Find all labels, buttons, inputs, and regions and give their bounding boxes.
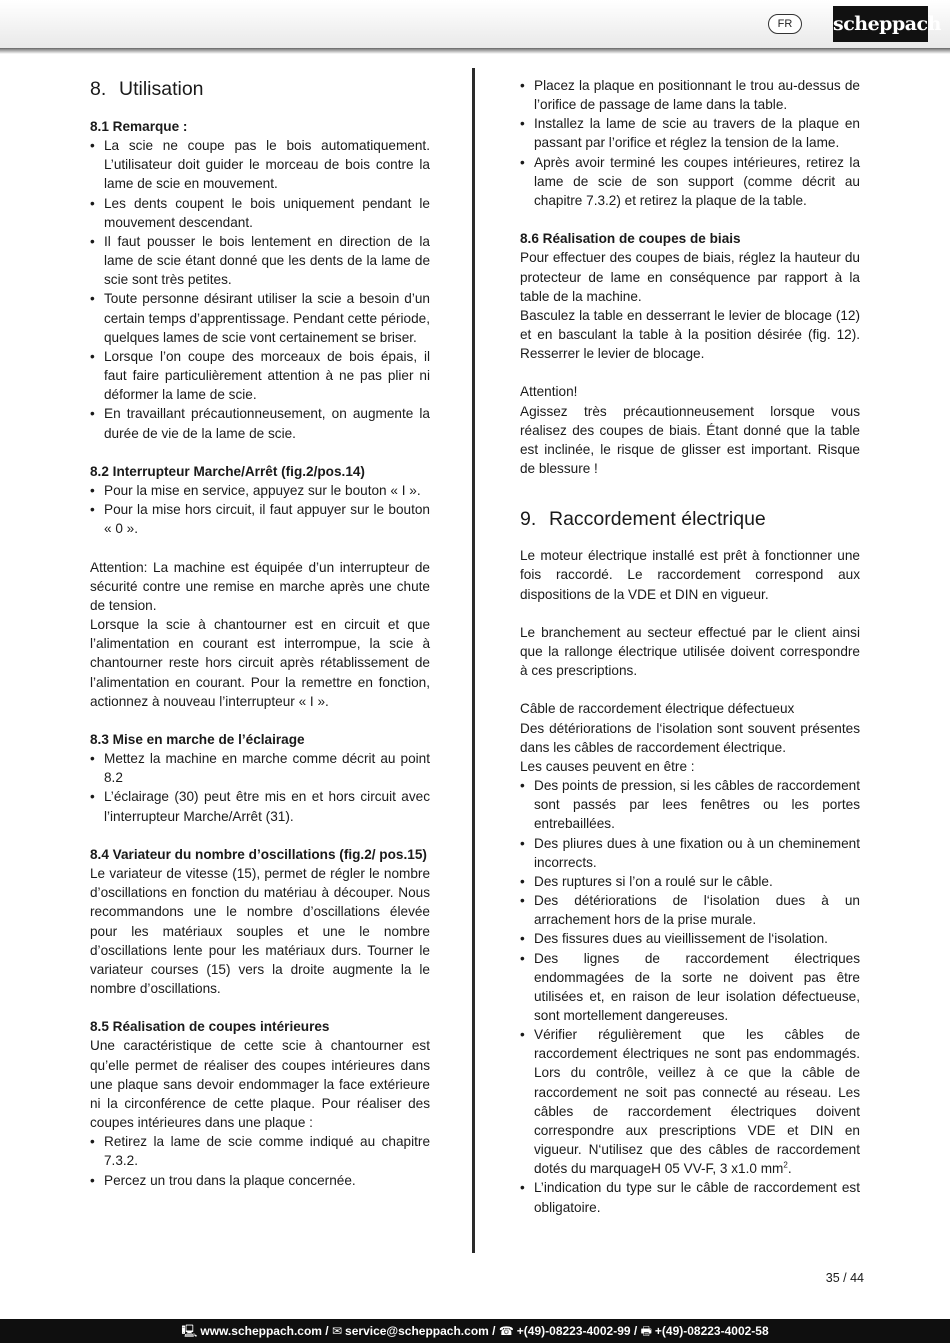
list-item: • Des points de pression, si les câbles de raccordement sont passés par lees fenêtres ou les portes entrebaillées. xyxy=(520,776,860,833)
subsection-8-3-title: 8.3 Mise en marche de l’éclairage xyxy=(90,731,305,747)
list-item: • Des pliures dues à une fixation ou à un cheminement incorrects. xyxy=(520,834,860,872)
list-item: • Des lignes de raccordement électriques endommagées de la sorte ne doivent pas être utilisées et, en raison de leur isolation défectueuse, sont mortellement dangereuses. xyxy=(520,949,860,1026)
paragraph: Basculez la table en desserrant le levier de blocage (12) et en basculant la table à la position désirée (fig. 12). Resserrer le levier de blocage. xyxy=(520,307,860,362)
paragraph: Agissez très précautionneusement lorsque vous réalisez des coupes de biais. Étant donné que la table est inclinée, le risque de glisser est important. Risque de blessure ! xyxy=(520,403,860,477)
list-item: • Après avoir terminé les coupes intérieures, retirez la lame de scie de son support (comme décrit au chapitre 7.3.2) et retirez la plaque de la table. xyxy=(520,153,860,210)
cable-causes-list xyxy=(520,776,860,1217)
email-link[interactable]: service@scheppach.com xyxy=(345,1324,489,1338)
list-item: • Des ruptures si l’on a roulé sur le câble. xyxy=(520,872,860,891)
list-item: • Placez la plaque en positionnant le trou au-dessus de l’orifice de passage de lame dans la table. xyxy=(520,76,860,114)
list-item: • Des détériorations de l‘isolation dues à un arrachement hors de la prise murale. xyxy=(520,891,860,929)
inner-cuts-list-continued xyxy=(520,76,860,210)
separator: / xyxy=(321,1324,332,1338)
paragraph: Attention! xyxy=(520,384,578,400)
section-8-heading xyxy=(90,76,430,102)
list-item xyxy=(520,1025,860,1178)
header-shadow xyxy=(0,48,950,54)
subsection-8-5-title: 8.5 Réalisation de coupes intérieures xyxy=(90,1019,330,1035)
paragraph: Une caractéristique de cette scie à chantourner est qu’elle permet de réaliser des coupes intérieures dans une plaque sans devoir endommager la face extérieure ni la circonférence de cette plaque. Pour réaliser des coupes intérieures dans une plaque : xyxy=(90,1038,430,1131)
list-item: • Installez la lame de scie au travers de la plaque en passant par l’orifice et réglez la tension de la lame. xyxy=(520,114,860,152)
paragraph: Des détériorations de l‘isolation sont souvent présentes dans les câbles de raccordement électrique. xyxy=(520,720,860,755)
header-bar xyxy=(0,0,950,49)
list-item: • En travaillant précautionneusement, on augmente la durée de vie de la lame de scie. xyxy=(90,404,430,442)
paragraph: Le variateur de vitesse (15), permet de régler le nombre d’oscillations en fonction du matériau à découper. Nous recommandons une le nombre d’oscillations élevée pour les matériaux souples et une le nombre d’oscillations lente pour les matériaux durs. Tourner le variateur courses (15) vers la droite augmente la le nombre d’oscillations. xyxy=(90,866,430,996)
list-item: • Des fissures dues au vieillissement de l‘isolation. xyxy=(520,929,860,948)
language-badge: FR xyxy=(768,14,802,34)
brand-logo: scheppach xyxy=(833,6,928,42)
left-column xyxy=(90,76,430,1190)
paragraph: Le branchement au secteur effectué par le client ainsi que la rallonge électrique utilisée doivent correspondre à ces prescriptions. xyxy=(520,624,860,679)
footer-bar xyxy=(0,1319,950,1343)
paragraph: Attention: La machine est équipée d’un interrupteur de sécurité contre une remise en marche après une chute de tension. xyxy=(90,559,430,613)
separator: / xyxy=(630,1324,641,1338)
subsection-8-6-title: 8.6 Réalisation de coupes de biais xyxy=(520,231,741,247)
paragraph: Lorsque la scie à chantourner est en circuit et que l’alimentation en courant est interrompue, la scie à chantourner reste hors circuit après rétablissement de l’alimentation en courant. Pour la remettre en fonction, actionnez à nouveau l’interrupteur « I ». xyxy=(90,617,430,709)
section-9-heading xyxy=(520,506,860,532)
section-number: 8. xyxy=(90,78,107,100)
fax-number: +(49)-08223-4002-58 xyxy=(654,1324,769,1338)
section-title: Raccordement électrique xyxy=(549,508,766,531)
phone-number: +(49)-08223-4002-99 xyxy=(516,1324,631,1338)
list-item: • Percez un trou dans la plaque concernée. xyxy=(90,1171,430,1190)
column-divider xyxy=(472,68,475,1253)
lighting-list xyxy=(90,749,430,826)
right-column xyxy=(520,76,860,1217)
list-item: • Il faut pousser le bois lentement en direction de la lame de scie étant donné que les dents de la lame de scie sont très petites. xyxy=(90,232,430,289)
list-item: • Pour la mise hors circuit, il faut appuyer sur le bouton « 0 ». xyxy=(90,500,430,538)
website-link[interactable]: www.scheppach.com xyxy=(200,1324,322,1338)
phone-icon: ☎ xyxy=(498,1324,514,1338)
list-item: • L’indication du type sur le câble de raccordement est obligatoire. xyxy=(520,1178,860,1216)
superscript: 2 xyxy=(783,1160,788,1170)
list-item: • Toute personne désirant utiliser la scie a besoin d’un certain temps d’apprentissage. Pendant cette période, quelques lames de scie vont certainement se briser. xyxy=(90,289,430,346)
paragraph: Pour effectuer des coupes de biais, réglez la hauteur du protecteur de lame en conséquence par rapport à la table de la machine. xyxy=(520,250,860,304)
list-item: • Mettez la machine en marche comme décrit au point 8.2 xyxy=(90,749,430,787)
list-item: • Lorsque l’on coupe des morceaux de bois épais, il faut faire particulièrement attention à ne pas plier ni déformer la lame de scie. xyxy=(90,347,430,404)
paragraph: Le moteur électrique installé est prêt à fonctionner une fois raccordé. Le raccordement correspond aux dispositions de la VDE et DIN en vigueur. xyxy=(520,548,860,602)
list-item: • La scie ne coupe pas le bois automatiquement. L’utilisateur doit guider le morceau de bois contre la lame de scie en mouvement. xyxy=(90,136,430,193)
separator: / xyxy=(488,1324,499,1338)
computer-icon: 🖳 xyxy=(181,1324,198,1338)
section-number: 9. xyxy=(520,508,537,531)
section-title: Utilisation xyxy=(119,78,204,100)
inner-cuts-list xyxy=(90,1132,430,1189)
page-number: 35 / 44 xyxy=(825,1271,864,1285)
paragraph: Câble de raccordement électrique défectueux xyxy=(520,701,795,717)
list-item: • Les dents coupent le bois uniquement pendant le mouvement descendant. xyxy=(90,194,430,232)
subsection-8-2-title: 8.2 Interrupteur Marche/Arrêt (fig.2/pos.14) xyxy=(90,463,365,479)
paragraph: Les causes peuvent en être : xyxy=(520,758,695,774)
email-icon: ✉ xyxy=(331,1324,343,1338)
fax-icon: 🖶 xyxy=(640,1324,652,1338)
subsection-8-1-title: 8.1 Remarque : xyxy=(90,119,188,134)
list-item: • L’éclairage (30) peut être mis en et hors circuit avec l’interrupteur Marche/Arrêt (31). xyxy=(90,787,430,825)
list-item-text: Vérifier régulièrement que les câbles de raccordement électriques ne sont pas endommagés. Lors du contrôle, veillez à ce que la câble de raccordement ne soit pas connecté au réseau. Les câbles de raccordement électriques doivent correspondre aux prescriptions VDE et DIN en vigueur. N‘utilisez que des câbles de raccordement dotés du marquageH 05 VV-F, 3 x1.0 mm xyxy=(534,1027,860,1177)
switch-list xyxy=(90,481,430,538)
list-item: • Pour la mise en service, appuyez sur le bouton « I ». xyxy=(90,481,430,500)
list-item-end: . xyxy=(787,1161,792,1177)
subsection-8-4-title: 8.4 Variateur du nombre d’oscillations (fig.2/ pos.15) xyxy=(90,846,427,862)
list-item: • Retirez la lame de scie comme indiqué au chapitre 7.3.2. xyxy=(90,1132,430,1170)
remarks-list xyxy=(90,136,430,443)
